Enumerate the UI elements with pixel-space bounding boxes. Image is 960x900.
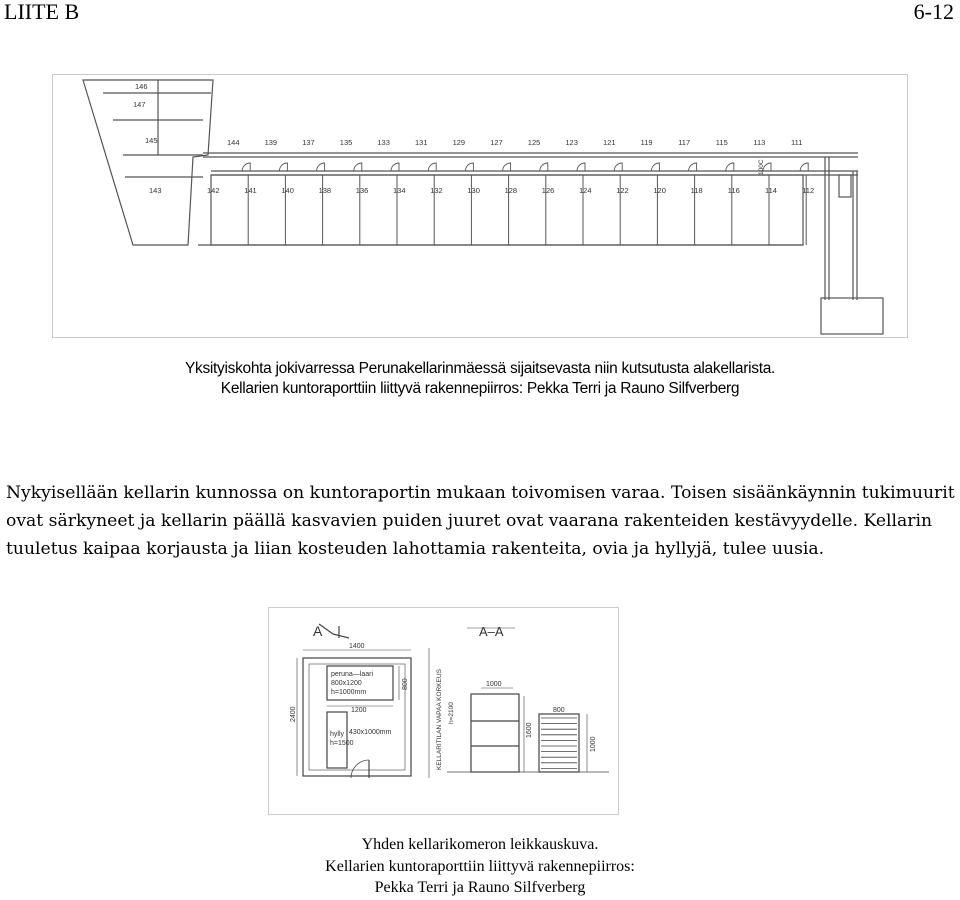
door-swing	[317, 163, 325, 171]
floor-plan-caption-1: Yksityiskohta jokivarressa Perunakellarinmäessä sijaitsevasta niin kutsutusta alakellarista.	[184, 360, 776, 377]
room-label: 142	[207, 186, 220, 195]
room-label: 146	[135, 82, 148, 91]
dim-800: 800	[402, 678, 409, 690]
door-swing	[726, 163, 734, 171]
room-label: 125	[527, 138, 541, 147]
room-label: 111	[791, 138, 803, 147]
free-height-label: KELLARITILAN VAPAA KORKEUS	[436, 669, 443, 770]
room-label: 131	[415, 138, 428, 147]
dim-1000-shelf: 1000	[590, 736, 597, 752]
room-label: 115	[715, 138, 728, 147]
room-label: 117	[678, 138, 691, 147]
door-swing	[689, 163, 697, 171]
body-paragraph: Nykyisellään kellarin kunnossa on kuntoraportin mukaan toivomisen varaa. Toisen sisäänkäynnin tukimuurit ovat särkyneet ja kellarin päällä kasvavien puiden juuret ovat vaarana rakenteiden kestävyydelle. Kellarin tuuletus kaipaa korjausta ja liian kosteuden lahottamia rakenteita, ovia ja hyllyjä, tulee uusia.	[6, 483, 955, 560]
room-label: 140	[281, 186, 294, 195]
room-label: 132	[430, 186, 443, 195]
door-swing	[391, 163, 399, 171]
door-swing	[465, 163, 473, 171]
section-caption-1: Yhden kellarikomeron leikkauskuva.	[361, 836, 599, 853]
room-label: 122	[616, 186, 629, 195]
room-label: 135	[339, 138, 353, 147]
room-label: 118	[690, 186, 703, 195]
dim-1000-top: 1000	[486, 681, 502, 688]
door-swing	[540, 163, 548, 171]
room-label: 128	[504, 186, 518, 195]
room-label: 145	[145, 136, 158, 145]
room-label: 119	[640, 138, 653, 147]
room-label: 126	[541, 186, 555, 195]
door-swing	[242, 163, 250, 171]
room-label: 112	[802, 186, 815, 195]
shelf-label-2: h=1500	[330, 740, 354, 747]
room-label: 143	[149, 186, 162, 195]
section-drawing	[269, 608, 618, 814]
room-label: 129	[452, 138, 466, 147]
room-label: 127	[490, 138, 503, 147]
bin-label-2: 800x1200	[331, 680, 362, 687]
floor-plan-drawing	[53, 75, 907, 337]
door-swing	[428, 163, 436, 171]
page-number: 6-12	[913, 0, 954, 24]
room-label: 141	[244, 186, 257, 195]
floor-plan-caption-2: Kellarien kuntoraporttiin liittyvä rakennepiirros: Pekka Terri ja Rauno Silfverberg	[220, 380, 740, 397]
room-label: 124	[579, 186, 592, 195]
room-label: 144	[227, 138, 240, 147]
shelf-size: 430x1000mm	[349, 729, 392, 736]
room-label: 134	[393, 186, 406, 195]
room-label: 121	[603, 138, 616, 147]
door-swing	[503, 163, 511, 171]
door-swing	[279, 163, 287, 171]
free-height-value: h=2100	[448, 702, 455, 724]
room-label: 130	[467, 186, 480, 195]
dim-1600: 1600	[526, 722, 533, 738]
plan-a-marker: A	[313, 623, 323, 639]
room-label: 147	[133, 100, 146, 109]
room-label: 113	[753, 138, 766, 147]
dim-800-shelf: 800	[553, 707, 565, 714]
room-label: 136	[355, 186, 369, 195]
room-label: 120	[653, 186, 666, 195]
door-swing	[800, 163, 808, 171]
side-room-label: 100C	[758, 159, 765, 175]
dim-1200: 1200	[351, 707, 367, 714]
section-marker: A–A	[479, 624, 504, 639]
appendix-label: LIITE B	[4, 0, 80, 24]
floor-plan-figure	[52, 74, 908, 338]
section-caption-2: Kellarien kuntoraporttiin liittyvä rakennepiirros:	[325, 858, 635, 875]
shelf-label-1: hylly	[330, 731, 345, 738]
room-label: 123	[565, 138, 578, 147]
door-swing	[354, 163, 362, 171]
room-label: 139	[264, 138, 278, 147]
dim-1400: 1400	[349, 643, 365, 650]
bin-label-3: h=1000mm	[331, 689, 367, 696]
room-label: 116	[727, 186, 740, 195]
room-label: 137	[302, 138, 315, 147]
room-label: 114	[765, 186, 777, 195]
room-label: 133	[377, 138, 390, 147]
door-swing	[614, 163, 622, 171]
door-swing	[577, 163, 585, 171]
section-figure	[268, 607, 619, 815]
bin-label-1: peruna—laari	[331, 671, 374, 678]
section-caption-3: Pekka Terri ja Rauno Silfverberg	[374, 879, 586, 896]
dim-2400: 2400	[290, 706, 297, 722]
door-swing	[651, 163, 659, 171]
room-label: 138	[318, 186, 332, 195]
